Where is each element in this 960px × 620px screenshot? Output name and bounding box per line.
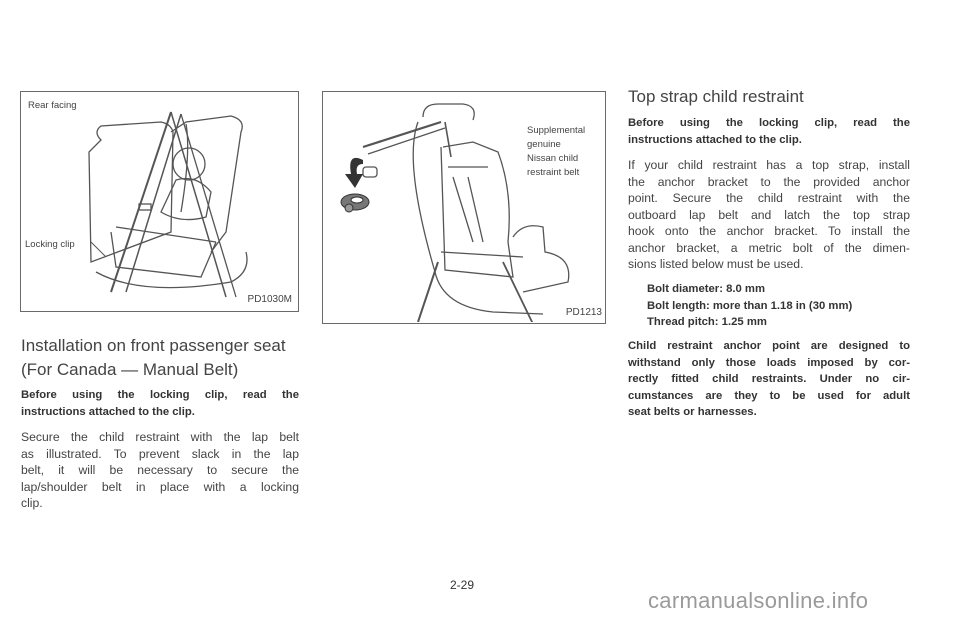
caution-note xyxy=(21,387,299,420)
warning-line: seat belts or harnesses. xyxy=(628,406,757,418)
figure-top-strap xyxy=(322,91,606,324)
bolt-specs xyxy=(647,281,852,331)
spec-bolt-length: Bolt length: more than 1.18 in (30 mm) xyxy=(647,299,853,312)
body-line: clip. xyxy=(21,496,43,510)
body-line: belt, it will be necessary to secure the xyxy=(21,463,299,477)
spec-bolt-diameter: Bolt diameter: 8.0 mm xyxy=(647,283,766,295)
section-heading xyxy=(21,334,286,382)
callout-line: Supplemental xyxy=(527,125,586,136)
warning-paragraph xyxy=(628,338,910,421)
heading-line-1: Installation on front passenger seat xyxy=(21,336,286,355)
caution-line: Before using the locking clip, read the xyxy=(21,389,299,401)
body-line: Secure the child restraint with the lap belt xyxy=(21,430,299,444)
body-line: point. Secure the child restraint with the xyxy=(628,191,910,205)
arrow-icon xyxy=(345,158,363,188)
caution-line: instructions attached to the clip. xyxy=(628,133,802,146)
page-number: 2-29 xyxy=(450,578,475,592)
watermark: carmanualsonline.info xyxy=(648,588,869,613)
body-line: the anchor bracket to the provided anchor xyxy=(628,174,910,189)
heading-line-2: (For Canada — Manual Belt) xyxy=(21,360,239,379)
callout-line: restraint belt xyxy=(527,167,580,178)
figure-callout-supplemental-belt xyxy=(527,124,585,180)
warning-line: rectly fitted child restraints. Under no cir- xyxy=(628,373,910,385)
warning-line: cumstances are they to be used for adult xyxy=(628,389,910,402)
body-paragraph xyxy=(628,157,910,273)
warning-line: Child restraint anchor point are designed to xyxy=(628,340,910,352)
child-seat-illustration-icon xyxy=(21,92,297,310)
body-paragraph xyxy=(21,429,299,512)
spec-thread-pitch: Thread pitch: 1.25 mm xyxy=(647,316,767,328)
body-line: anchor bracket, a metric bolt of the dimen- xyxy=(628,240,910,255)
section-heading: Top strap child restraint xyxy=(628,87,804,106)
callout-line: genuine xyxy=(527,139,561,150)
callout-line: Nissan child xyxy=(527,153,579,164)
figure-label-locking-clip: Locking clip xyxy=(25,239,75,250)
figure-code: PD1030M xyxy=(247,294,292,305)
body-line: as illustrated. To prevent slack in the lap xyxy=(21,446,299,461)
body-line: outboard lap belt and latch the top strap xyxy=(628,207,910,222)
caution-line: instructions attached to the clip. xyxy=(21,405,195,418)
figure-rear-facing-seat xyxy=(20,91,299,312)
figure-label-rear-facing: Rear facing xyxy=(28,100,77,111)
figure-code: PD1213 xyxy=(565,307,602,318)
body-line: If your child restraint has a top strap, install xyxy=(628,158,910,172)
caution-line: Before using the locking clip, read the xyxy=(628,117,910,129)
body-line: sions listed below must be used. xyxy=(628,257,804,271)
body-line: lap/shoulder belt in place with a locking xyxy=(21,479,299,494)
body-line: hook onto the anchor bracket. To install the xyxy=(628,224,910,238)
warning-line: withstand only those loads imposed by cor- xyxy=(628,356,910,369)
caution-note xyxy=(628,115,910,148)
